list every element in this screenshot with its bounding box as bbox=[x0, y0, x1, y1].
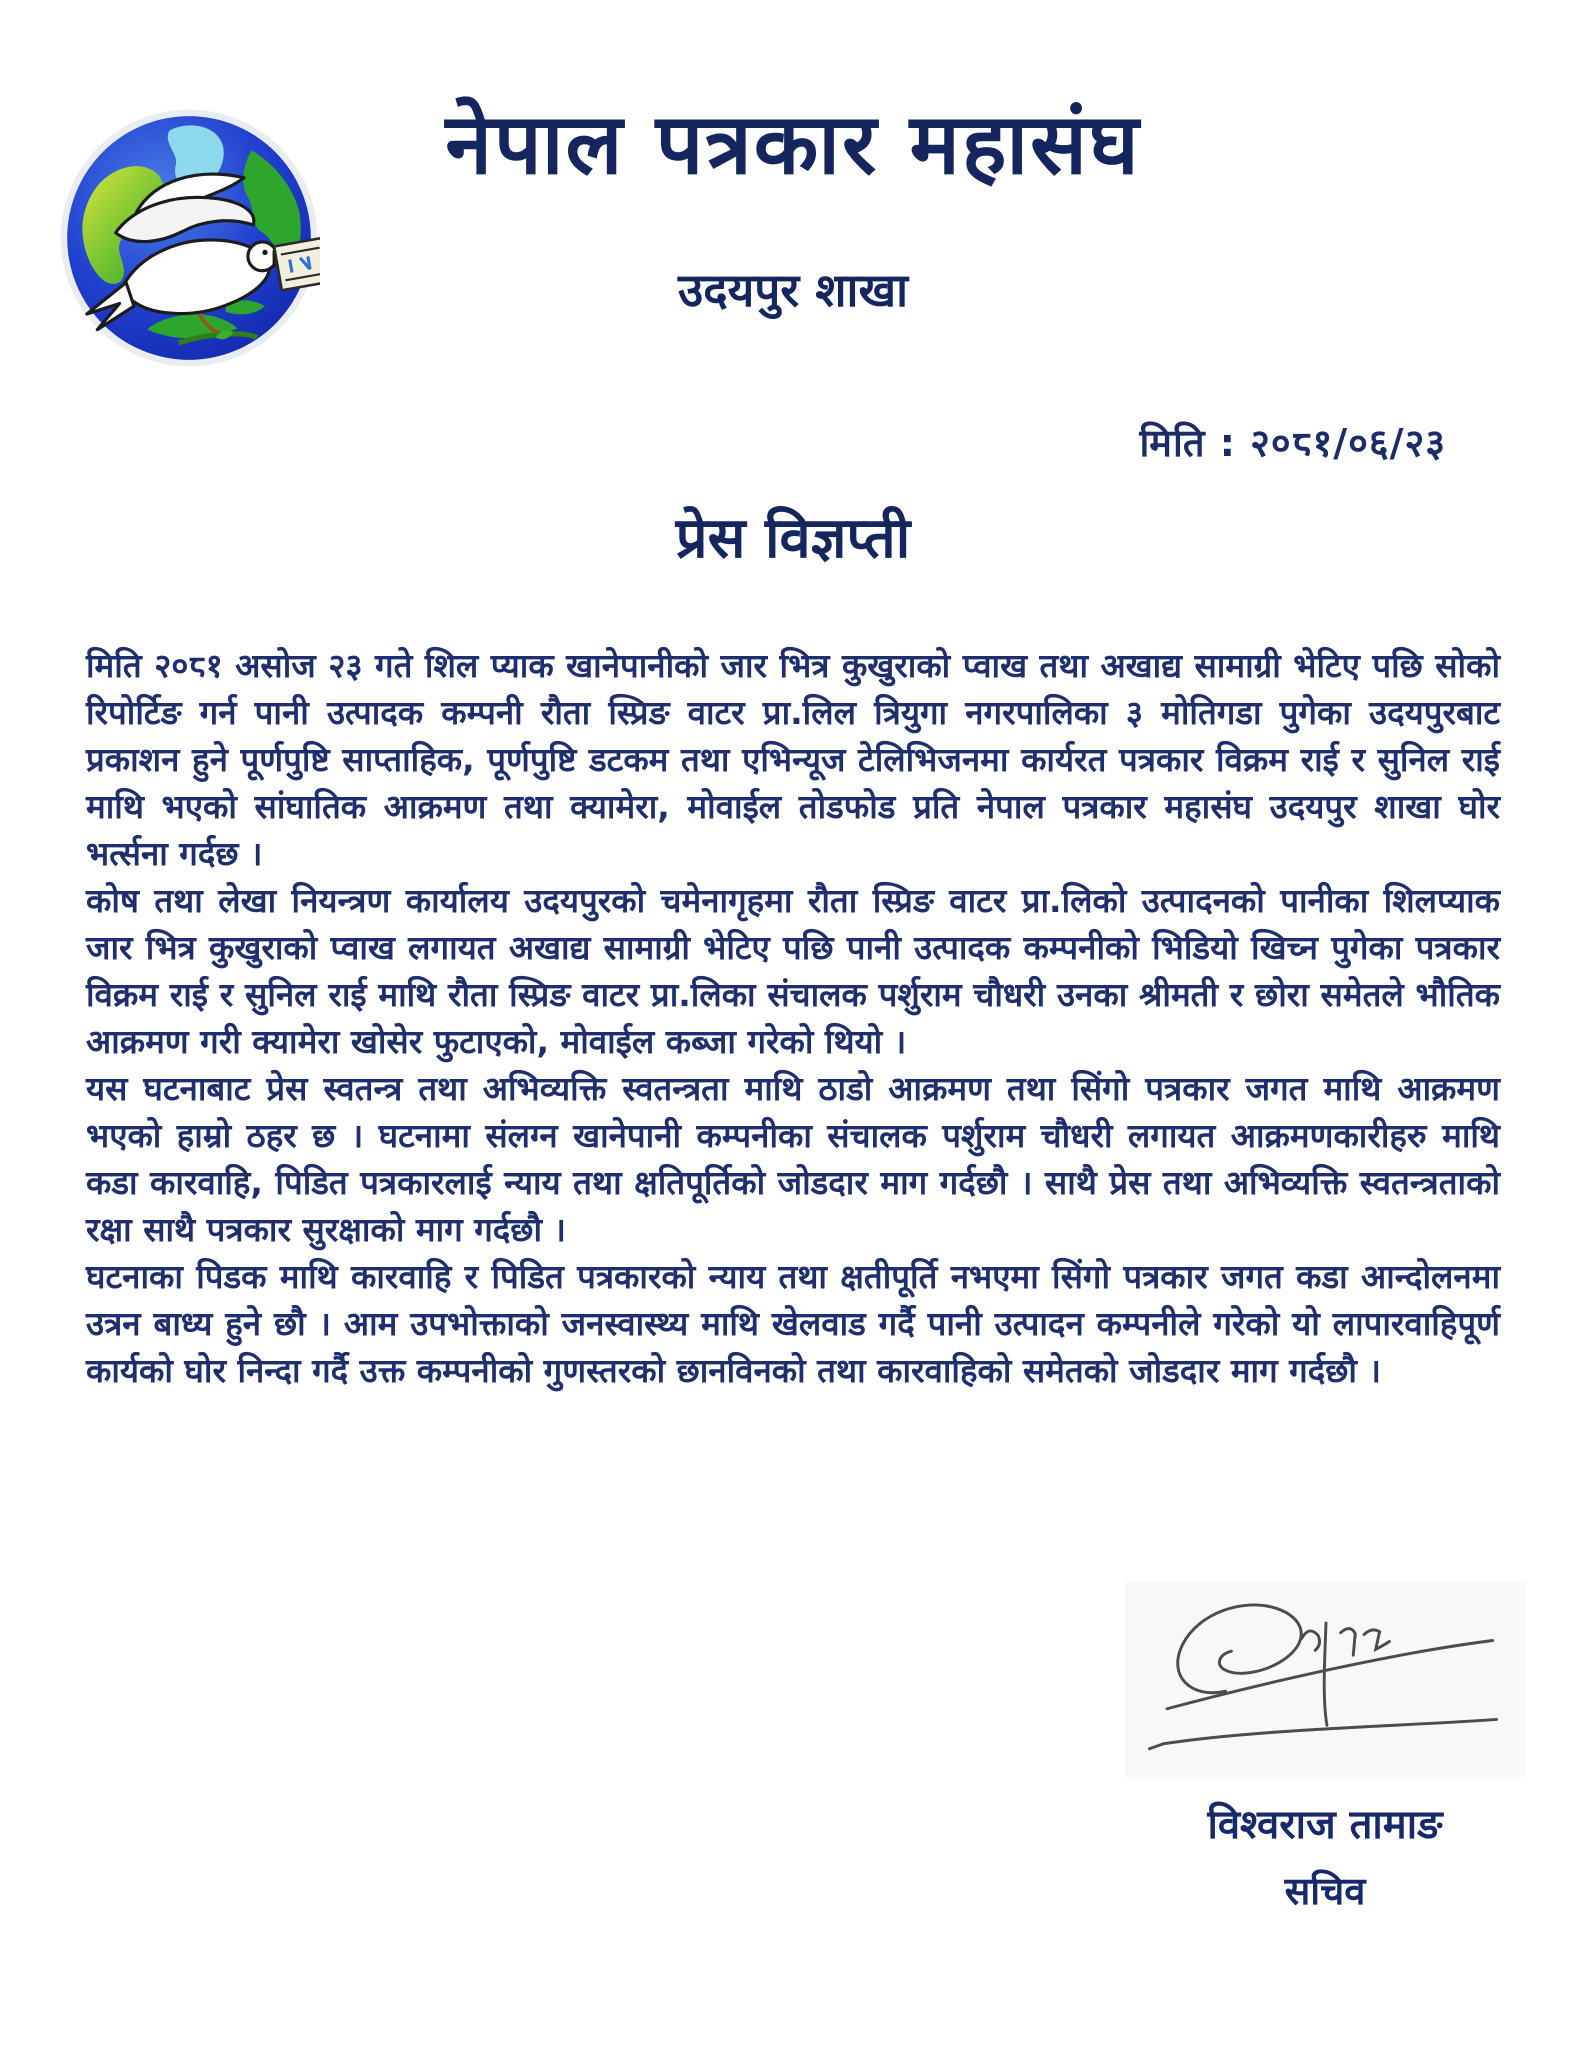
paragraph-3: यस घटनाबाट प्रेस स्वतन्त्र तथा अभिव्यक्ति स्वतन्त्रता माथि ठाडो आक्रमण तथा सिंगो पत्रकार जगत माथि आक्रमण भएको हाम्रो ठहर छ । घटनामा संलग्न खानेपानी कम्पनीका संचालक पर्शुराम चौधरी लगायत आक्रमणकारीहरु माथि कडा कारवाहि, पिडित पत्रकारलाई न्याय तथा क्षतिपूर्तिको जोडदार माग गर्दछौ । साथै प्रेस तथा अभिव्यक्ति स्वतन्त्रताको रक्षा साथै पत्रकार सुरक्षाको माग गर्दछौ । bbox=[86, 1069, 1500, 1249]
org-title: नेपाल पत्रकार महासंघ bbox=[445, 95, 1141, 193]
globe-dove-newspaper-icon bbox=[58, 355, 320, 374]
paragraph-2: कोष तथा लेखा नियन्त्रण कार्यालय उदयपुरको चमेनागृहमा रौता स्प्रिङ वाटर प्रा.लिको उत्पादनको पानीका शिलप्याक जार भित्र कुखुराको प्वाख लगायत अखाद्य सामाग्री भेटिए पछि पानी उत्पादक कम्पनीको भिडियो खिच्न पुगेका पत्रकार विक्रम राई र सुनिल राई माथि रौता स्प्रिङ वाटर प्रा.लिका संचालक पर्शुराम चौधरी उनका श्रीमती र छोरा समेतले भौतिक आक्रमण गरी क्यामेरा खोसेर फुटाएको, मोवाईल कब्जा गरेको थियो । bbox=[86, 881, 1500, 1061]
signatory-name: विश्वराज तामाङ bbox=[1207, 1802, 1443, 1848]
handwritten-signature-icon bbox=[1125, 1762, 1525, 1781]
signature-block bbox=[1105, 1582, 1545, 1916]
signature-image bbox=[1125, 1582, 1525, 1777]
date-line: मिति : २०८१/०६/२३ bbox=[1139, 421, 1446, 465]
signatory-designation: सचिव bbox=[1284, 1869, 1366, 1913]
press-release-heading: प्रेस विज्ञप्ती bbox=[675, 506, 911, 571]
paragraph-4: घटनाका पिडक माथि कारवाहि र पिडित पत्रकारको न्याय तथा क्षतीपूर्ति नभएमा सिंगो पत्रकार जगत कडा आन्दोलनमा उत्रन बाध्य हुने छौ । आम उपभोक्ताको जनस्वास्थ्य माथि खेलवाड गर्दै पानी उत्पादन कम्पनीले गरेको यो लापारवाहिपूर्ण कार्यको घोर निन्दा गर्दै उक्त कम्पनीको गुणस्तरको छानविनको तथा कारवाहिको समेतको जोडदार माग गर्दछौ । bbox=[86, 1257, 1500, 1390]
paragraph-1: मिति २०८१ असोज २३ गते शिल प्याक खानेपानीको जार भित्र कुखुराको प्वाख तथा अखाद्य सामाग्री भेटिए पछि सोको रिपोर्टिङ गर्न पानी उत्पादक कम्पनी रौता स्प्रिङ वाटर प्रा.लिल त्रियुगा नगरपालिका ३ मोतिगडा पुगेका उदयपुरबाट प्रकाशन हुने पूर्णपुष्टि साप्ताहिक, पूर्णपुष्टि डटकम तथा एभिन्यूज टेलिभिजनमा कार्यरत पत्रकार विक्रम राई र सुनिल राई माथि भएको सांघातिक आक्रमण तथा क्यामेरा, मोवाईल तोडफोड प्रति नेपाल पत्रकार महासंघ उदयपुर शाखा घोर भर्त्सना गर्दछ । bbox=[86, 646, 1500, 873]
press-release-body bbox=[86, 642, 1500, 1394]
branch-subtitle: उदयपुर शाखा bbox=[677, 263, 908, 317]
